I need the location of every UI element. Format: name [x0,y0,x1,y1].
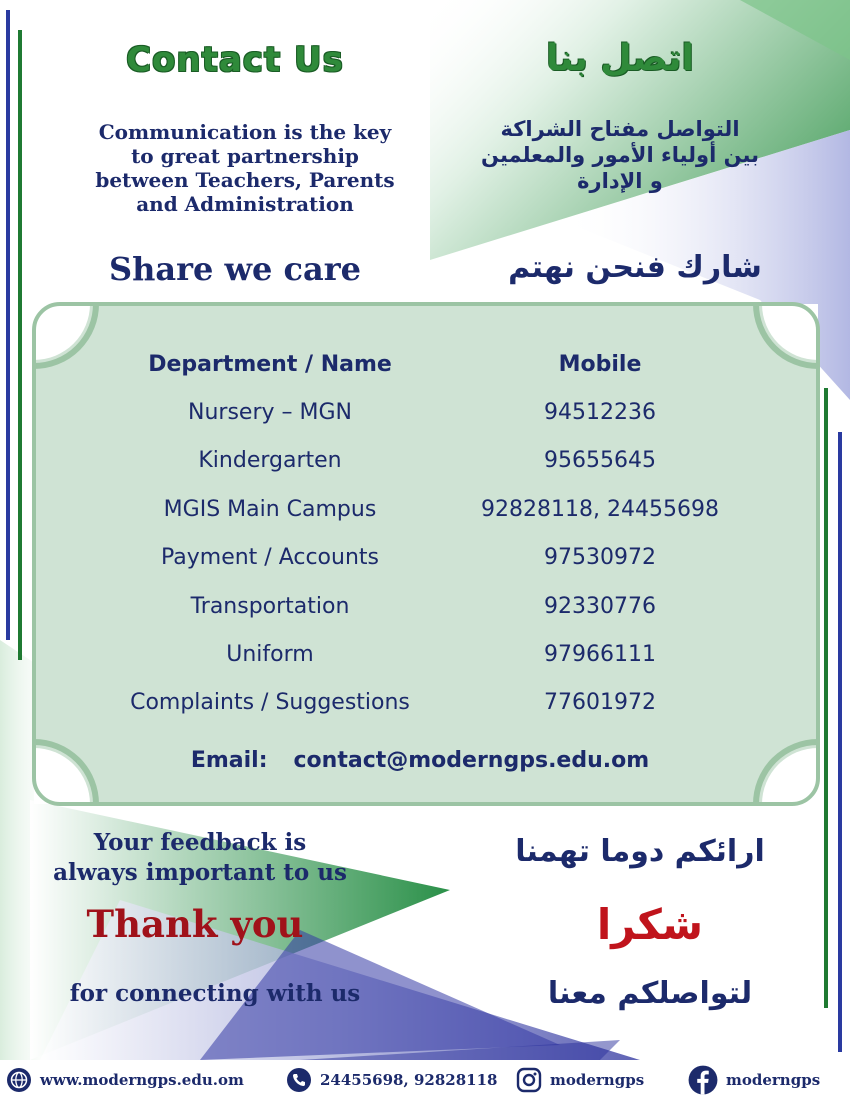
left-line-navy [6,10,10,640]
footer [0,1060,850,1100]
department-name: Payment / Accounts [160,545,379,571]
email-label: Email: [190,748,268,773]
thank-you-en: Thank you [86,902,304,946]
facebook-text: moderngps [726,1071,821,1089]
mobile-number[interactable]: 97530972 [544,545,656,571]
mobile-number[interactable]: 94512236 [544,400,656,426]
website-text: www.moderngps.edu.om [40,1071,244,1089]
mobile-number[interactable]: 95655645 [544,448,656,474]
right-line-green [824,388,828,1008]
feedback-en-line: always important to us [53,859,347,886]
subtitle-en [60,120,430,216]
mobile-number[interactable]: 97966111 [544,642,656,668]
right-line-navy [838,432,842,1052]
department-name: Uniform [226,642,314,668]
connecting-en: for connecting with us [69,980,361,1007]
feedback-en [20,828,380,888]
department-name: Transportation [190,593,350,619]
subtitle-ar [440,116,800,194]
subtitle-en-line: to great partnership [131,144,359,168]
email-link[interactable]: contact@moderngps.edu.om [293,748,650,773]
department-name: Nursery – MGN [188,400,352,426]
subtitle-en-line: Communication is the key [98,120,392,144]
page-title-en: Contact Us [126,40,344,80]
footer-facebook[interactable] [688,1064,820,1096]
column-header-name: Department / Name [148,351,392,377]
slogan-ar: شارك فنحن نهتم [508,250,762,285]
contacts-table [100,340,760,727]
subtitle-en-line: between Teachers, Parents [95,168,395,192]
subtitle-ar-line: التواصل مفتاح الشراكة [500,117,740,141]
column-header-mobile: Mobile [558,351,642,377]
table-header-row [100,340,760,388]
phone-icon [286,1067,312,1093]
page-title-ar: اتصل بنا [546,38,694,79]
subtitle-ar-line: و الإدارة [577,169,663,193]
left-line-green [18,30,22,660]
mobile-number[interactable]: 77601972 [544,690,656,716]
department-name: Kindergarten [198,448,342,474]
table-row [100,534,760,582]
footer-phone[interactable] [286,1064,497,1096]
footer-website[interactable] [6,1064,244,1096]
globe-icon [6,1067,32,1093]
feedback-en-line: Your feedback is [93,829,307,856]
thank-you-ar: شكرا [596,900,704,949]
department-name: MGIS Main Campus [163,496,377,522]
table-row [100,582,760,630]
table-row [100,388,760,436]
table-row [100,630,760,678]
instagram-text: moderngps [550,1071,645,1089]
facebook-icon [688,1065,718,1095]
slogan-en: Share we care [109,250,361,288]
email-line [140,748,700,773]
footer-instagram[interactable] [516,1064,644,1096]
table-row [100,485,760,533]
mobile-number[interactable]: 92828118, 24455698 [481,496,719,522]
phone-text: 24455698, 92828118 [320,1071,498,1089]
subtitle-en-line: and Administration [136,192,354,216]
instagram-icon [516,1067,542,1093]
feedback-ar: ارائكم دوما تهمنا [515,834,765,869]
connecting-ar: لتواصلكم معنا [547,976,753,1011]
table-row [100,437,760,485]
table-row [100,679,760,727]
mobile-number[interactable]: 92330776 [544,593,656,619]
subtitle-ar-line: بين أولياء الأمور والمعلمين [481,143,759,167]
department-name: Complaints / Suggestions [130,690,410,716]
